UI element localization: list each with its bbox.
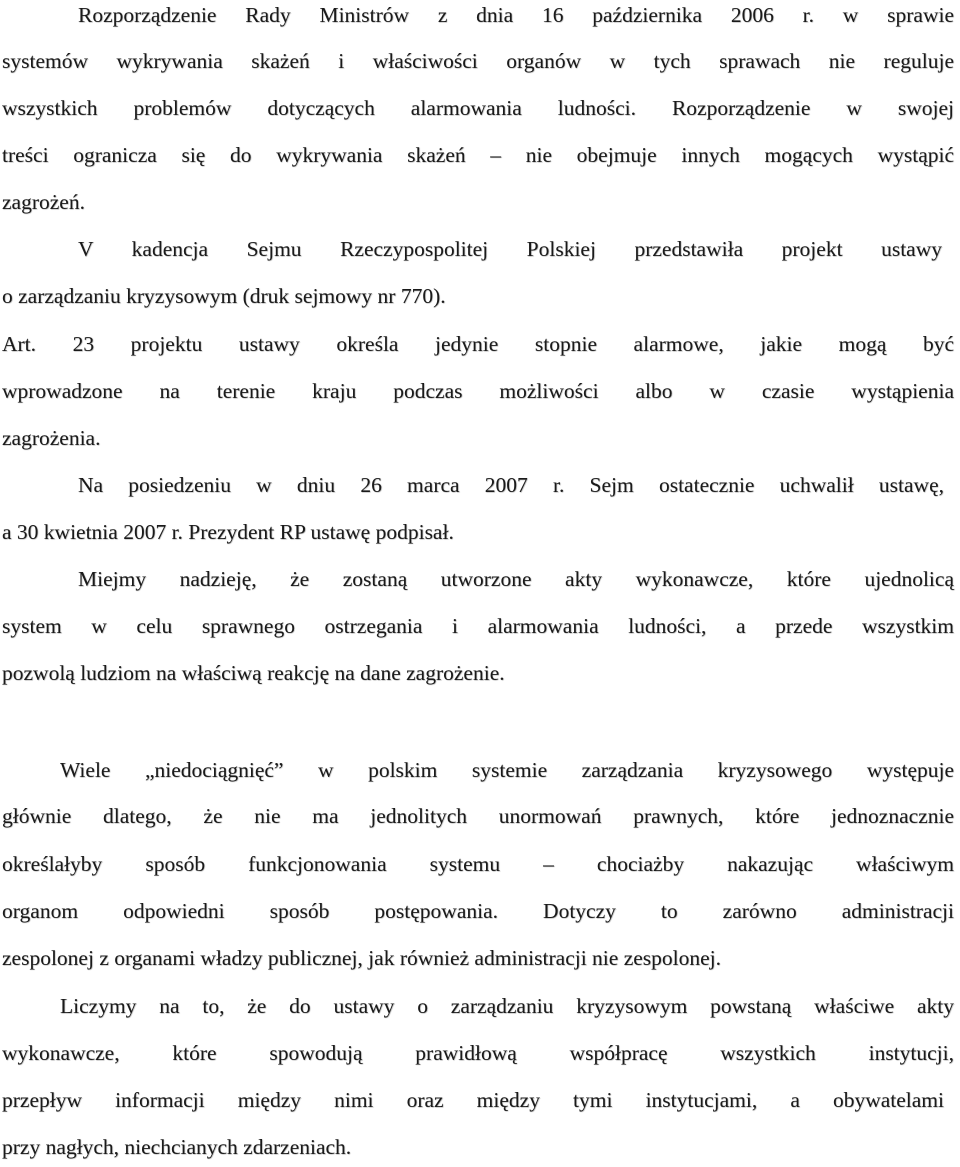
text-line: wykonawcze, które spowodują prawidłową współpracę wszystkich instytucji, (2, 1041, 954, 1065)
text-line: wprowadzone na terenie kraju podczas możliwości albo w czasie wystąpienia (2, 379, 954, 403)
text-line: treści ogranicza się do wykrywania skażeń – nie obejmuje innych mogących wystąpić (2, 143, 954, 167)
text-line: przepływ informacji między nimi oraz między tymi instytucjami, a obywatelami (2, 1088, 944, 1112)
text-line: zagrożeń. (2, 190, 85, 214)
text-line: Miejmy nadzieję, że zostaną utworzone akty wykonawcze, które ujednolicą (78, 567, 954, 591)
text-line: wszystkich problemów dotyczących alarmowania ludności. Rozporządzenie w swojej (2, 96, 954, 120)
text-line: a 30 kwietnia 2007 r. Prezydent RP ustawę podpisał. (2, 520, 454, 544)
text-line: o zarządzaniu kryzysowym (druk sejmowy nr 770). (2, 284, 446, 308)
text-line: Liczymy na to, że do ustawy o zarządzaniu kryzysowym powstaną właściwe akty (60, 994, 954, 1018)
text-line: przy nagłych, niechcianych zdarzeniach. (2, 1135, 352, 1159)
text-line: system w celu sprawnego ostrzegania i alarmowania ludności, a przede wszystkim (2, 614, 954, 638)
text-line: głównie dlatego, że nie ma jednolitych unormowań prawnych, które jednoznacznie (2, 804, 954, 828)
text-line: określałyby sposób funkcjonowania systemu – chociażby nakazując właściwym (2, 852, 954, 876)
text-line: pozwolą ludziom na właściwą reakcję na dane zagrożenie. (2, 661, 505, 685)
text-line: zespolonej z organami władzy publicznej, jak również administracji nie zespolonej. (2, 946, 722, 970)
text-line: zagrożenia. (2, 426, 101, 450)
text-line: Art. 23 projektu ustawy określa jedynie stopnie alarmowe, jakie mogą być (2, 332, 954, 356)
text-line: Rozporządzenie Rady Ministrów z dnia 16 października 2006 r. w sprawie (78, 3, 954, 27)
text-line: organom odpowiedni sposób postępowania. Dotyczy to zarówno administracji (2, 899, 954, 923)
text-line: systemów wykrywania skażeń i właściwości organów w tych sprawach nie reguluje (2, 49, 954, 73)
text-line: Na posiedzeniu w dniu 26 marca 2007 r. Sejm ostatecznie uchwalił ustawę, (78, 473, 944, 497)
text-line: Wiele „niedociągnięć” w polskim systemie zarządzania kryzysowego występuje (60, 758, 954, 782)
text-line: V kadencja Sejmu Rzeczypospolitej Polskiej przedstawiła projekt ustawy (78, 237, 942, 261)
